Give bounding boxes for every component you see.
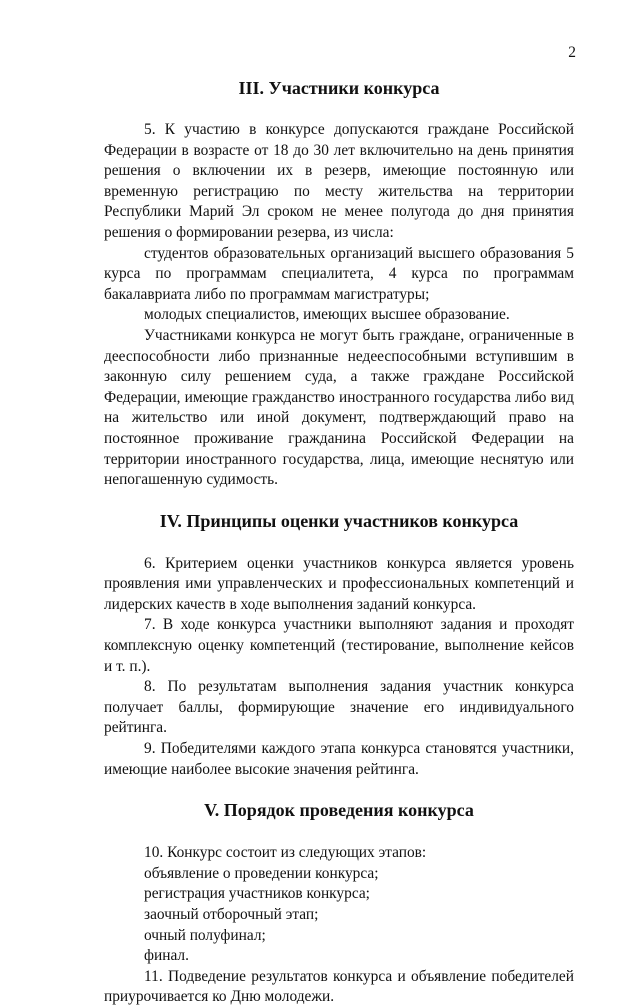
list-item-stage: регистрация участников конкурса; <box>144 885 370 903</box>
document-body <box>104 78 574 1008</box>
paragraph-stages-intro: 10. Конкурс состоит из следующих этапов: <box>144 844 427 862</box>
list-item-young-specialists: молодых специалистов, имеющих высшее образование. <box>144 306 510 324</box>
paragraph-exclusions: Участниками конкурса не могут быть граждане, ограниченные в дееспособности либо признанные недееспособными вступившим в законную силу решением суда, а также граждане Российской Федерации, имеющие гражданство иностранного государства либо вид на жительство или иной документ, подтверждающий право на постоянное проживание гражданина Российской Федерации на территории иностранного государства, лица, имеющие неснятую или непогашенную судимость. <box>104 326 574 489</box>
page-number: 2 <box>568 44 576 61</box>
paragraph-results: 11. Подведение результатов конкурса и объявление победителей приурочивается ко Дню молодежи. <box>104 967 574 1006</box>
section-heading-evaluation: IV. Принципы оценки участников конкурса <box>159 510 519 531</box>
list-item-stage: заочный отборочный этап; <box>144 906 319 923</box>
list-item-stage: объявление о проведении конкурса; <box>144 864 379 882</box>
list-item-stage: финал. <box>144 947 189 965</box>
section-heading-participants: III. Участники конкурса <box>238 78 440 98</box>
paragraph-eligibility: 5. К участию в конкурсе допускаются граждане Российской Федерации в возрасте от 18 до 30 лет включительно на день принятия решения о включении их в резерв, имеющие постоянную или временную регистрацию по месту жительства на территории Республики Марий Эл сроком не менее полугода до дня принятия решения о формировании резерва, из числа: <box>104 121 574 241</box>
section-heading-procedure: V. Порядок проведения конкурса <box>204 800 474 821</box>
section-body-evaluation <box>104 554 574 781</box>
list-item-stage: очный полуфинал; <box>144 926 266 944</box>
paragraph-assessment: 7. В ходе конкурса участники выполняют задания и проходят комплексную оценку компетенций (тестирование, выполнение кейсов и т. п.). <box>104 616 574 675</box>
section-body-procedure <box>104 843 574 1008</box>
paragraph-winners: 9. Победителями каждого этапа конкурса становятся участники, имеющие наиболее высокие значения рейтинга. <box>104 740 574 778</box>
list-item-students: студентов образовательных организаций высшего образования 5 курса по программам специалитета, 4 курса по программам бакалавриата либо по программам магистратуры; <box>104 244 574 303</box>
paragraph-criterion: 6. Критерием оценки участников конкурса является уровень проявления ими управленческих и профессиональных компетенций и лидерских качеств в ходе выполнения заданий конкурса. <box>104 554 574 613</box>
section-body-participants <box>104 120 574 491</box>
paragraph-scoring: 8. По результатам выполнения задания участник конкурса получает баллы, формирующие значение его индивидуального рейтинга. <box>104 678 574 737</box>
